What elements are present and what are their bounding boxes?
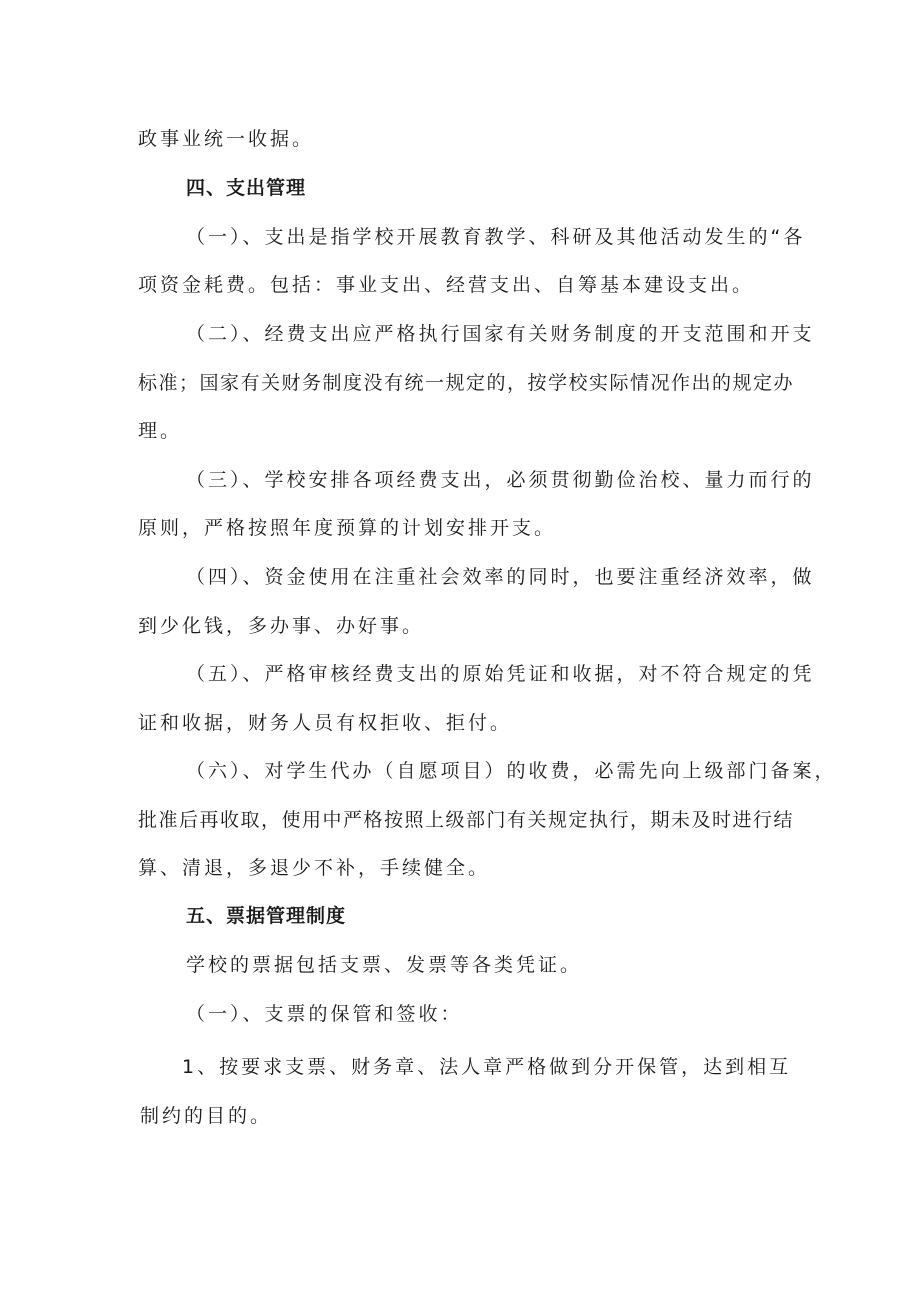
text-line-6: 标准；国家有关财务制度没有统一规定的，按学校实际情况作出的规定办 [138, 372, 795, 394]
text-line-14: （六）、对学生代办（自愿项目）的收费，必需先向上级部门备案， [186, 760, 837, 782]
text-line-9: 原则，严格按照年度预算的计划安排开支。 [138, 517, 557, 539]
text-line-5: （二）、经费支出应严格执行国家有关财务制度的开支范围和开支 [186, 323, 815, 345]
section-heading-5: 五、票据管理制度 [186, 905, 347, 927]
text-line-19: （一）、支票的保管和签收： [186, 1003, 463, 1025]
text-line-1: 政事业统一收据。 [138, 128, 315, 150]
text-line-3: （一）、支出是指学校开展教育教学、科研及其他活动发生的“各 [186, 226, 806, 248]
text-line-21: 制约的目的。 [140, 1105, 273, 1127]
text-line-12: （五）、严格审核经费支出的原始凭证和收据，对不符合规定的凭 [186, 663, 815, 685]
text-line-13: 证和收据，财务人员有权拒收、拒付。 [138, 712, 513, 734]
text-line-18: 学校的票据包括支票、发票等各类凭证。 [186, 954, 583, 976]
text-line-11: 到少化钱，多办事、办好事。 [138, 615, 425, 637]
text-line-20: 1、按要求支票、财务章、法人章严格做到分开保管，达到相互 [182, 1056, 792, 1078]
text-line-16: 算、清退，多退少不补，手续健全。 [138, 857, 491, 879]
text-line-8: （三）、学校安排各项经费支出，必须贯彻勤俭治校、量力而行的 [186, 469, 815, 491]
text-line-7: 理。 [138, 420, 183, 442]
text-line-4: 项资金耗费。包括：事业支出、经营支出、自筹基本建设支出。 [138, 274, 755, 296]
section-heading-4: 四、支出管理 [186, 177, 307, 199]
text-line-15: 批准后再收取，使用中严格按照上级部门有关规定执行，期未及时进行结 [138, 809, 795, 831]
text-line-10: （四）、资金使用在注重社会效率的同时，也要注重经济效率，做 [186, 566, 815, 588]
